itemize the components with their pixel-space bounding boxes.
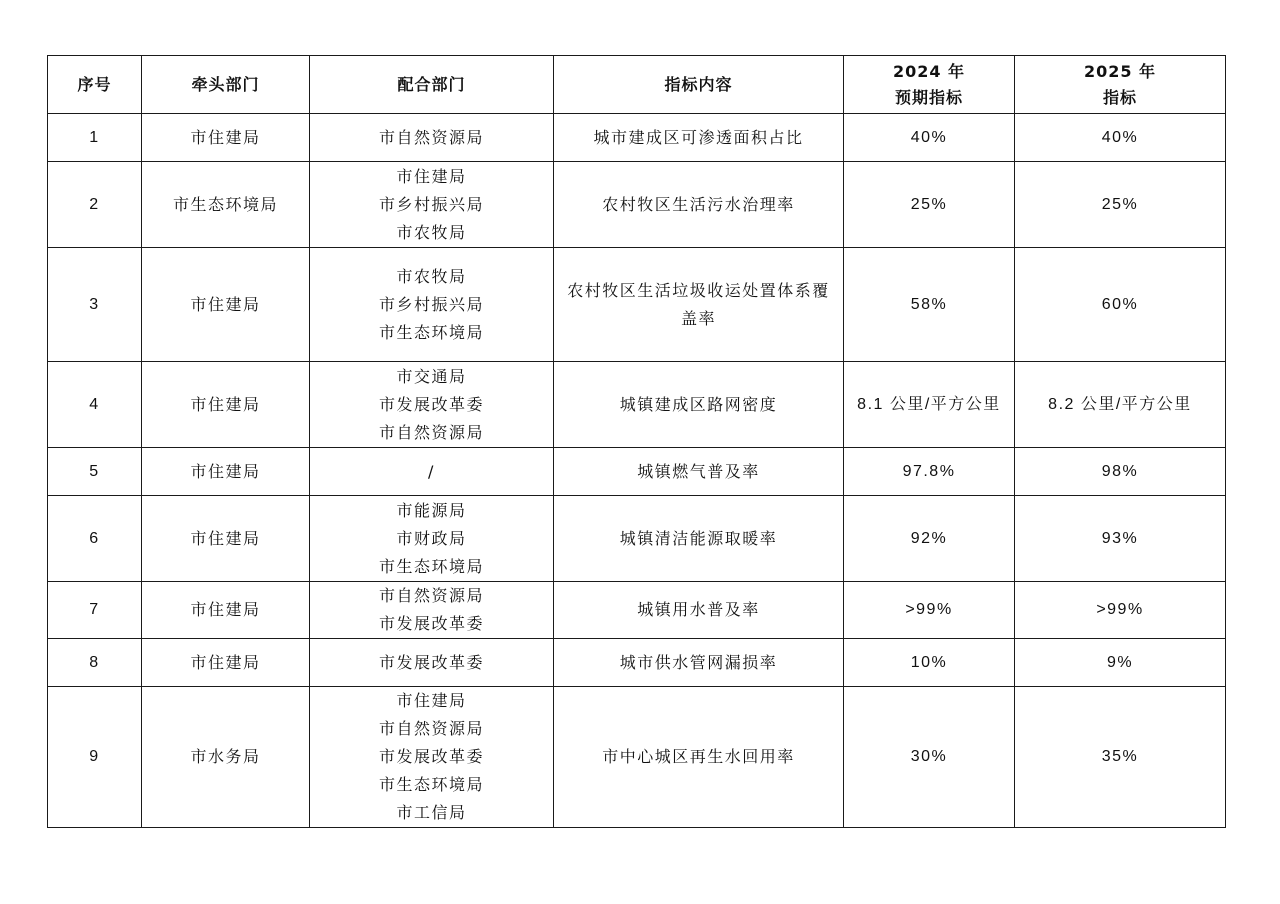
cell-coop-dept-line: 市农牧局 xyxy=(396,222,467,242)
table-row xyxy=(48,582,1226,639)
cell-lead-dept: 市水务局 xyxy=(142,687,310,828)
header-2025-line-1: 2025 年 xyxy=(1083,61,1157,81)
table-row xyxy=(48,448,1226,496)
cell-indicator-line: 城市建成区可渗透面积占比 xyxy=(593,127,804,147)
cell-index: 9 xyxy=(48,687,142,828)
cell-2024-value: 92% xyxy=(844,496,1015,582)
cell-coop-dept xyxy=(310,639,554,687)
cell-indicator xyxy=(554,162,844,248)
header-indicator: 指标内容 xyxy=(554,56,844,114)
table-row xyxy=(48,496,1226,582)
cell-coop-dept-line: 市能源局 xyxy=(396,500,467,520)
cell-coop-dept-line: 市生态环境局 xyxy=(378,556,484,576)
cell-coop-dept-line: 市发展改革委 xyxy=(378,394,484,414)
cell-coop-dept-line: 市自然资源局 xyxy=(378,586,484,605)
cell-indicator-line: 城镇清洁能源取暖率 xyxy=(619,528,778,548)
cell-lead-dept: 市住建局 xyxy=(142,114,310,162)
cell-indicator-line: 市中心城区再生水回用率 xyxy=(602,747,795,766)
cell-indicator-line: 城镇建成区路网密度 xyxy=(619,394,778,414)
cell-indicator-line: 农村牧区生活垃圾收运处置体系覆 xyxy=(567,280,830,300)
cell-2024-value: 8.1 公里/平方公里 xyxy=(844,362,1015,448)
cell-indicator-line: 农村牧区生活污水治理率 xyxy=(602,194,795,214)
cell-coop-dept xyxy=(310,496,554,582)
cell-2025-value: 8.2 公里/平方公里 xyxy=(1015,362,1226,448)
cell-2025-value: >99% xyxy=(1015,582,1226,639)
cell-2024-value: 30% xyxy=(844,687,1015,828)
cell-lead-dept: 市住建局 xyxy=(142,448,310,496)
cell-2025-value: 93% xyxy=(1015,496,1226,582)
cell-coop-dept-line: 市发展改革委 xyxy=(378,652,484,672)
cell-index: 6 xyxy=(48,496,142,582)
cell-index: 1 xyxy=(48,114,142,162)
cell-coop-dept-line: 市工信局 xyxy=(396,803,467,822)
cell-coop-dept-line: 市乡村振兴局 xyxy=(378,194,484,214)
cell-coop-dept-line: 市发展改革委 xyxy=(378,614,484,633)
cell-coop-dept-line: 市财政局 xyxy=(396,528,467,548)
cell-coop-dept-line: 市自然资源局 xyxy=(378,422,484,442)
cell-indicator xyxy=(554,362,844,448)
cell-coop-dept-line: 市住建局 xyxy=(396,166,467,186)
cell-coop-dept xyxy=(310,114,554,162)
cell-2025-value: 40% xyxy=(1015,114,1226,162)
cell-coop-dept xyxy=(310,582,554,639)
cell-index: 2 xyxy=(48,162,142,248)
header-2025-line-2: 指标 xyxy=(1102,87,1137,107)
cell-coop-dept xyxy=(310,448,554,496)
cell-indicator xyxy=(554,639,844,687)
cell-coop-dept-line: / xyxy=(428,461,435,481)
cell-2025-value: 98% xyxy=(1015,448,1226,496)
cell-coop-dept-line: 市发展改革委 xyxy=(378,747,484,766)
header-coop-dept: 配合部门 xyxy=(310,56,554,114)
cell-indicator xyxy=(554,114,844,162)
cell-indicator xyxy=(554,248,844,362)
cell-coop-dept xyxy=(310,687,554,828)
cell-2024-value: 58% xyxy=(844,248,1015,362)
header-2025 xyxy=(1015,56,1226,114)
cell-indicator-line: 城镇用水普及率 xyxy=(637,600,760,619)
table-row xyxy=(48,639,1226,687)
cell-indicator xyxy=(554,582,844,639)
cell-coop-dept-line: 市自然资源局 xyxy=(378,127,484,147)
cell-coop-dept-line: 市生态环境局 xyxy=(378,322,484,342)
cell-coop-dept-line: 市自然资源局 xyxy=(378,719,484,738)
cell-coop-dept xyxy=(310,248,554,362)
table-row xyxy=(48,687,1226,828)
cell-coop-dept-line: 市生态环境局 xyxy=(378,775,484,794)
cell-lead-dept: 市住建局 xyxy=(142,582,310,639)
cell-2024-value: 25% xyxy=(844,162,1015,248)
cell-index: 4 xyxy=(48,362,142,448)
table-row xyxy=(48,114,1226,162)
header-2024-line-1: 2024 年 xyxy=(892,61,966,81)
cell-2024-value: 40% xyxy=(844,114,1015,162)
table-body xyxy=(48,114,1226,828)
cell-coop-dept-line: 市住建局 xyxy=(396,691,467,710)
cell-lead-dept: 市住建局 xyxy=(142,496,310,582)
cell-2025-value: 25% xyxy=(1015,162,1226,248)
table-row xyxy=(48,162,1226,248)
cell-indicator-line: 城市供水管网漏损率 xyxy=(619,652,778,672)
table-row xyxy=(48,362,1226,448)
cell-coop-dept-line: 市农牧局 xyxy=(396,266,467,286)
cell-indicator xyxy=(554,687,844,828)
cell-2025-value: 60% xyxy=(1015,248,1226,362)
cell-index: 8 xyxy=(48,639,142,687)
header-2024 xyxy=(844,56,1015,114)
cell-index: 3 xyxy=(48,248,142,362)
cell-indicator-line: 盖率 xyxy=(680,308,716,328)
cell-coop-dept-line: 市乡村振兴局 xyxy=(378,294,484,314)
table-row xyxy=(48,248,1226,362)
cell-index: 5 xyxy=(48,448,142,496)
cell-2024-value: >99% xyxy=(844,582,1015,639)
cell-lead-dept: 市住建局 xyxy=(142,362,310,448)
cell-2025-value: 35% xyxy=(1015,687,1226,828)
cell-2025-value: 9% xyxy=(1015,639,1226,687)
header-index: 序号 xyxy=(48,56,142,114)
header-2024-line-2: 预期指标 xyxy=(894,87,963,107)
cell-2024-value: 97.8% xyxy=(844,448,1015,496)
cell-lead-dept: 市住建局 xyxy=(142,639,310,687)
cell-coop-dept xyxy=(310,362,554,448)
cell-lead-dept: 市生态环境局 xyxy=(142,162,310,248)
cell-indicator xyxy=(554,448,844,496)
cell-coop-dept xyxy=(310,162,554,248)
cell-coop-dept-line: 市交通局 xyxy=(396,366,467,386)
cell-2024-value: 10% xyxy=(844,639,1015,687)
cell-index: 7 xyxy=(48,582,142,639)
indicator-table xyxy=(47,55,1226,828)
cell-indicator-line: 城镇燃气普及率 xyxy=(637,461,760,481)
header-lead-dept: 牵头部门 xyxy=(142,56,310,114)
cell-indicator xyxy=(554,496,844,582)
cell-lead-dept: 市住建局 xyxy=(142,248,310,362)
header-row xyxy=(48,56,1226,114)
